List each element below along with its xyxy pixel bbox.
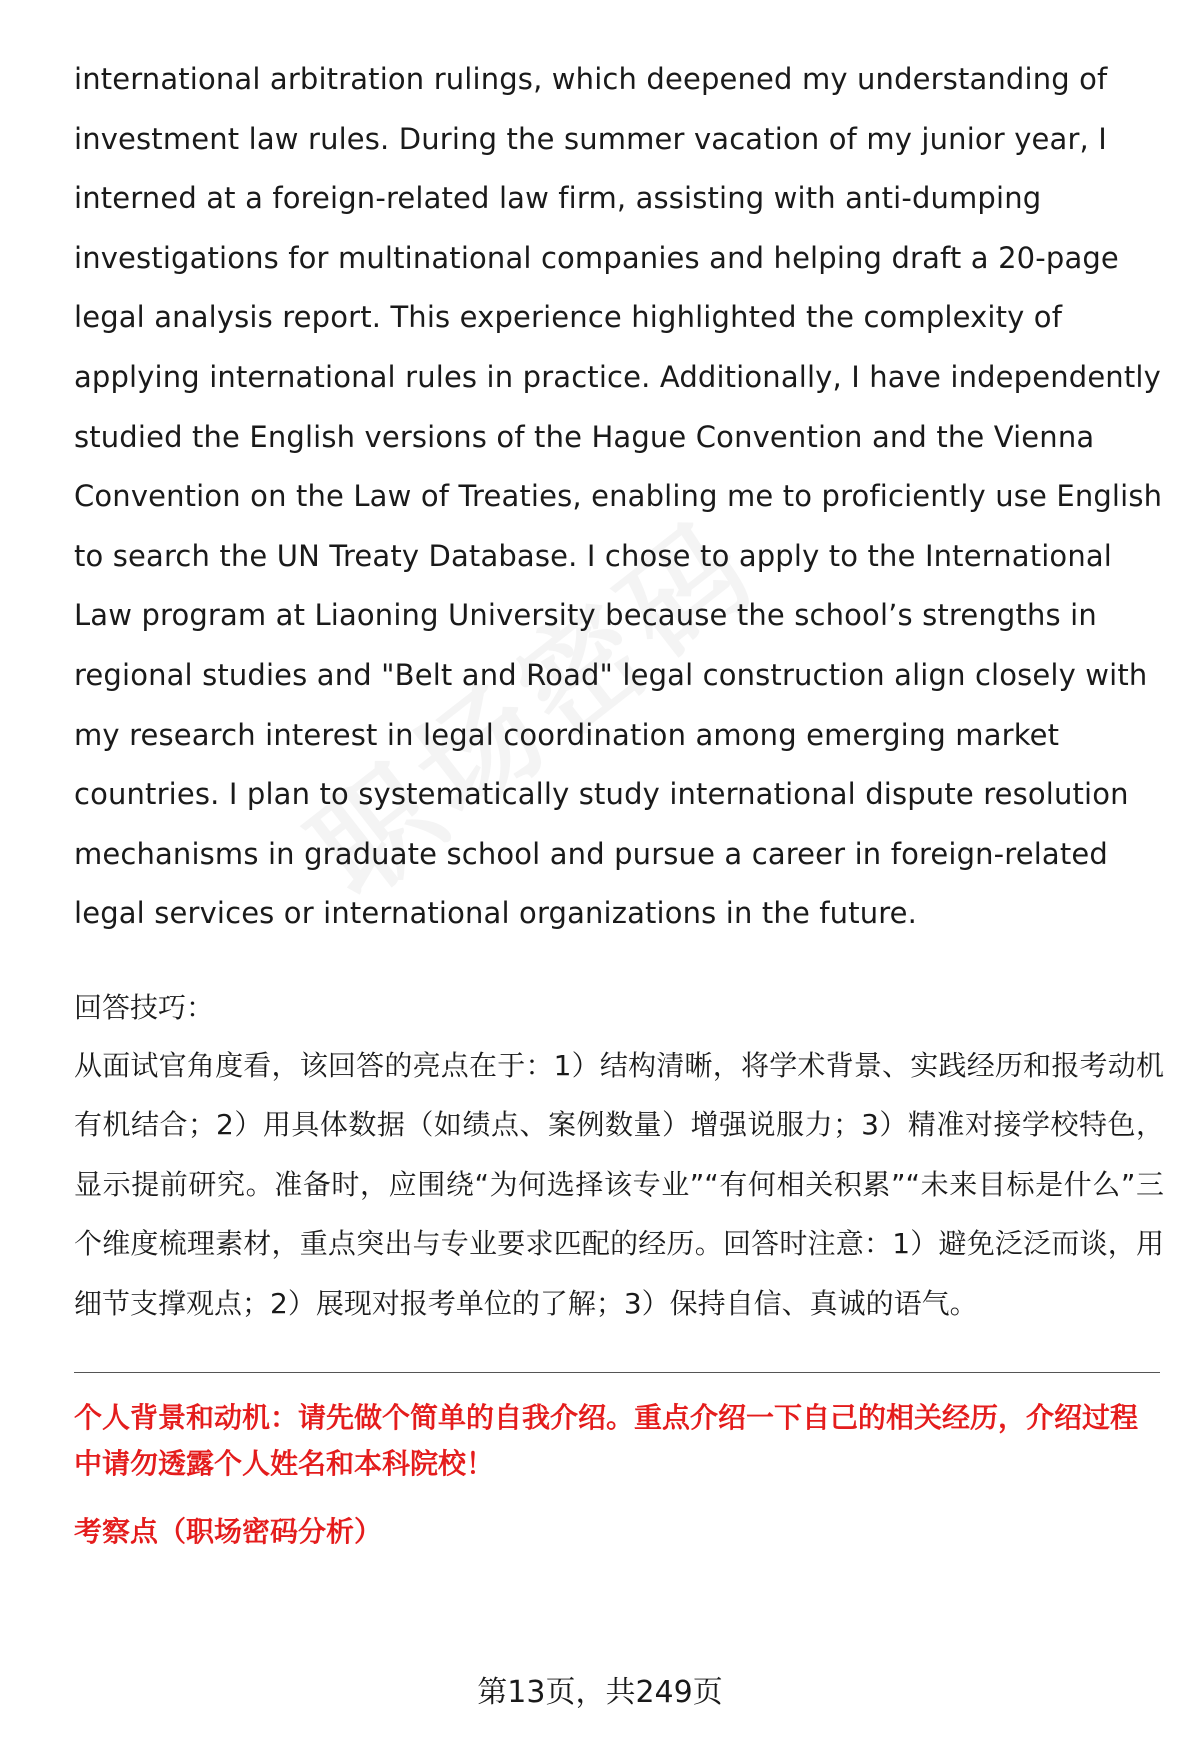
- exam-point-heading: 考察点（职场密码分析）: [74, 1515, 383, 1549]
- section-divider: [74, 1372, 1160, 1373]
- page-number: 第13页，共249页: [477, 1675, 723, 1710]
- page-content: [74, 50, 1164, 1555]
- answer-paragraph: international arbitration rulings, which deepened my understanding of investment law rules. During the summer vacation of my junior year, I interned at a foreign-related law firm, assisting with anti-dumping investigations for multinational companies and helping draft a 20-page legal analysis report. This experience highlighted the complexity of applying international rules in practice. Additionally, I have independently studied the English versions of the Hague Convention and the Vienna Convention on the Law of Treaties, enabling me to proficiently use English to search the UN Treaty Database. I chose to apply to the International Law program at Liaoning University because the school’s strengths in regional studies and "Belt and Road" legal construction align closely with my research interest in legal coordination among emerging market countries. I plan to systematically study international dispute resolution mechanisms in graduate school and pursue a career in foreign-related legal services or international organizations in the future.: [74, 62, 1163, 931]
- tips-heading: 回答技巧：: [74, 990, 215, 1024]
- question-heading: 个人背景和动机：请先做个简单的自我介绍。重点介绍一下自己的相关经历，介绍过程中请勿透露个人姓名和本科院校！: [74, 1401, 1139, 1481]
- answer-tips-section: [74, 980, 1164, 1334]
- tips-body: 从面试官角度看，该回答的亮点在于：1）结构清晰，将学术背景、实践经历和报考动机有机结合；2）用具体数据（如绩点、案例数量）增强说服力；3）精准对接学校特色，显示提前研究。准备时，应围绕“为何选择该专业”“有何相关积累”“未来目标是什么”三个维度梳理素材，重点突出与专业要求匹配的经历。回答时注意：1）避免泛泛而谈，用细节支撑观点；2）展现对报考单位的了解；3）保持自信、真诚的语气。: [74, 1048, 1164, 1320]
